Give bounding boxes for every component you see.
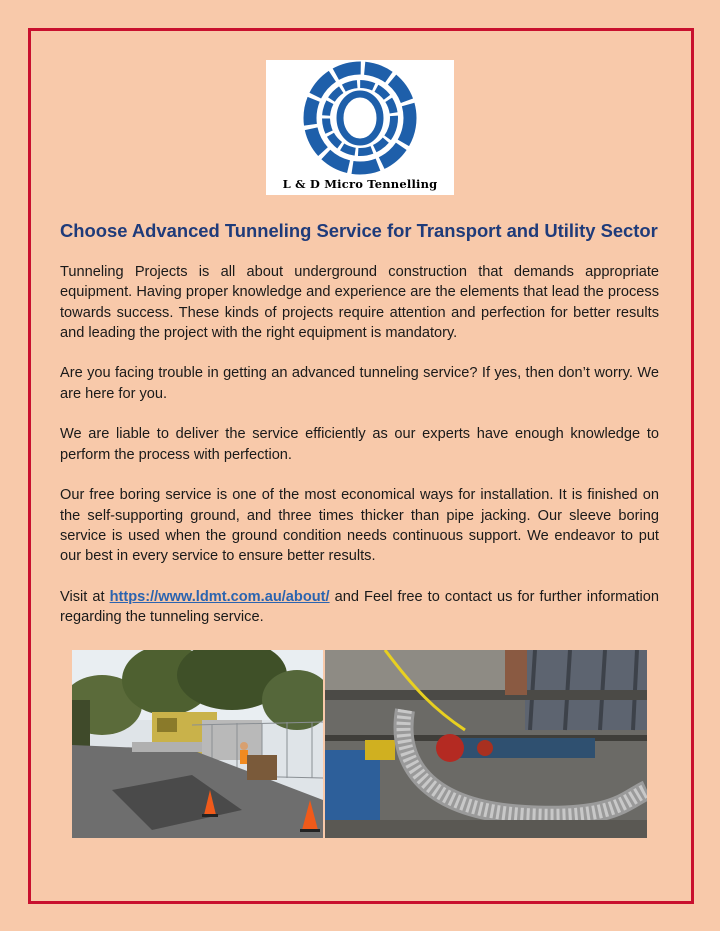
concentric-ring-logo-icon — [266, 60, 454, 178]
logo-company-name: L & D Micro Tennelling — [282, 177, 438, 191]
visit-suffix: and Feel free to contact us for further information regarding the tunneling service. — [60, 588, 659, 626]
visit-paragraph — [60, 587, 659, 628]
paragraph-4: Our free boring service is one of the most economical ways for installation. It is finished on the self-supporting ground, and three times thicker than pipe jacking. Our sleeve boring service is used when the ground condition needs continuous support. We endeavor to put our best in every service to ensure better results. — [60, 487, 659, 565]
paragraph-2: Are you facing trouble in getting an advanced tunneling service? If yes, then don’t worry. We are here for you. — [60, 365, 659, 402]
paragraph-1: Tunneling Projects is all about underground construction that demands appropriate equipment. Having proper knowledge and experience are the elements that lead the process towards success. These kinds of projects require attention and perfection for better results and leading the project with the right equipment is mandatory. — [60, 264, 659, 341]
article-body — [60, 262, 659, 648]
article-title: Choose Advanced Tunneling Service for Transport and Utility Sector — [60, 220, 658, 241]
company-logo — [266, 60, 454, 195]
paragraph-3: We are liable to deliver the service efficiently as our experts have enough knowledge to perform the process with perfection. — [60, 426, 659, 463]
tunnel-boring-equipment-photo — [325, 650, 647, 838]
website-link[interactable]: https://www.ldmt.com.au/about/ — [109, 588, 330, 605]
visit-prefix: Visit at — [60, 588, 105, 605]
street-construction-site-photo — [72, 650, 323, 838]
